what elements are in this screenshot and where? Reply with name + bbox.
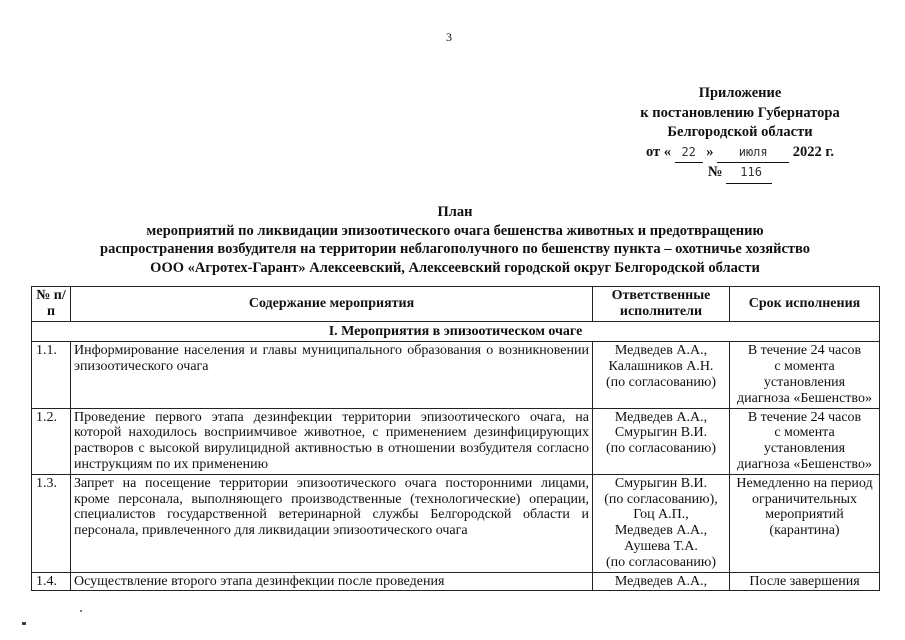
deadline-line: с момента установления — [763, 359, 846, 390]
appendix-block — [590, 84, 890, 184]
responsible-line: Смурыгин В.И. — [614, 425, 708, 441]
deadline-line: мероприятий — [765, 507, 844, 523]
table-row — [32, 408, 880, 474]
header-content: Содержание мероприятия — [71, 287, 593, 322]
row-responsible — [593, 474, 730, 572]
deadline-line: диагноза «Бешенство» — [737, 456, 872, 472]
page-number: 3 — [446, 30, 452, 44]
table-header-row — [32, 287, 880, 322]
row-content: Информирование населения и главы муниципального образования о возникновении эпизоотического очага — [71, 342, 593, 408]
row-responsible — [593, 408, 730, 474]
title-line-2: мероприятий по ликвидации эпизоотического очага бешенства животных и предотвращению — [146, 222, 764, 239]
row-number: 1.4. — [32, 572, 71, 591]
appendix-title: Приложение — [698, 85, 782, 101]
number-prefix: № — [707, 164, 723, 180]
responsible-line: Медведев А.А., — [614, 343, 708, 359]
section-title: I. Мероприятия в эпизоотическом очаге — [32, 321, 880, 342]
row-deadline — [730, 474, 880, 572]
deadline-line: с момента установления — [763, 425, 846, 457]
deadline-line: ограничительных — [751, 491, 858, 507]
responsible-line: (по согласованию), — [604, 491, 718, 507]
deadline-line: В течение 24 часов — [747, 343, 862, 359]
measures-table — [31, 286, 880, 591]
scan-mark — [22, 622, 26, 625]
deadline-line: Немедленно на период — [736, 475, 873, 491]
date-year: 2022 г. — [792, 143, 834, 160]
table-row — [32, 572, 880, 591]
deadline-line: После завершения — [749, 573, 860, 589]
table-row — [32, 342, 880, 408]
responsible-line: Медведев А.А., — [614, 409, 708, 425]
table-row — [32, 474, 880, 572]
appendix-line-region: Белгородской области — [667, 124, 813, 140]
date-month: июля — [717, 143, 789, 164]
responsible-line: (по согласованию) — [605, 441, 717, 457]
row-content: Проведение первого этапа дезинфекции территории эпизоотического очага, на которой находилось восприимчивое животное, с применением дезинфицирующих растворов с высокой вирулицидной активностью в отношении возбудителя согласно инструкциям по их применению — [71, 408, 593, 474]
row-number: 1.2. — [32, 408, 71, 474]
responsible-line: Смурыгин В.И. — [614, 475, 708, 491]
section-row — [32, 321, 880, 342]
row-deadline — [730, 408, 880, 474]
document-title — [40, 203, 870, 277]
deadline-line: (карантина) — [769, 523, 840, 539]
responsible-line: (по согласованию) — [605, 554, 717, 570]
row-content: Осуществление второго этапа дезинфекции после проведения — [71, 572, 593, 591]
appendix-line-decree: к постановлению Губернатора — [640, 104, 840, 121]
date-prefix: от « — [645, 143, 672, 160]
number-value: 116 — [726, 163, 772, 184]
date-day: 22 — [675, 143, 703, 164]
row-deadline — [730, 342, 880, 408]
header-num: № п/п — [32, 287, 71, 322]
responsible-line: Калашников А.Н. — [608, 359, 714, 375]
date-mid: » — [706, 143, 714, 160]
row-responsible — [593, 342, 730, 408]
deadline-line: В течение 24 часов — [747, 409, 862, 425]
header-responsible: Ответственные исполнители — [593, 287, 730, 322]
responsible-line: Гоц А.П., — [633, 507, 689, 523]
row-number: 1.1. — [32, 342, 71, 408]
row-number: 1.3. — [32, 474, 71, 572]
scan-speck — [80, 610, 82, 612]
responsible-line: Медведев А.А., — [614, 523, 708, 539]
row-deadline — [730, 572, 880, 591]
responsible-line: (по согласованию) — [605, 374, 717, 390]
appendix-number — [590, 163, 890, 184]
title-plan: План — [437, 204, 473, 220]
responsible-line: Медведев А.А., — [614, 573, 708, 589]
title-line-3: распространения возбудителя на территории неблагополучного по бешенству пункта – охотничье хозяйство — [100, 241, 810, 257]
responsible-line: Аушева Т.А. — [624, 538, 698, 554]
appendix-date — [590, 143, 890, 164]
header-deadline: Срок исполнения — [730, 287, 880, 322]
row-content: Запрет на посещение территории эпизоотического очага посторонними лицами, кроме персонала, выполняющего производственные (технологические) операции, специалистов государственной ветеринарной службы Белгородской области и персонала, привлеченного для ликвидации эпизоотического очага — [71, 474, 593, 572]
deadline-line: диагноза «Бешенство» — [737, 390, 872, 406]
title-line-4: ООО «Агротех-Гарант» Алексеевский, Алексеевский городской округ Белгородской области — [150, 259, 760, 276]
row-responsible — [593, 572, 730, 591]
